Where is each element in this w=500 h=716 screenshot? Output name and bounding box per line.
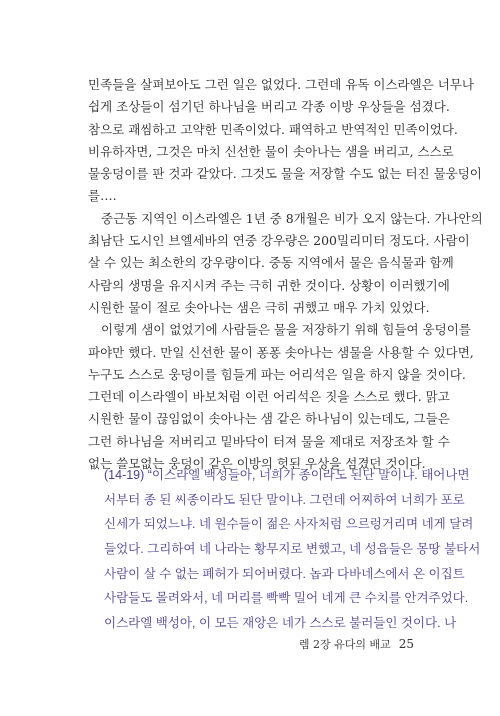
text-line: 사람의 생명을 유지시켜 주는 극히 귀한 것이다. 상황이 이러했기에	[88, 277, 450, 293]
text-line: 쉽게 조상들이 섬기던 하나님을 버리고 각종 이방 우상들을 섬겼다.	[88, 99, 450, 115]
text-line: 누구도 스스로 웅덩이를 힘들게 파는 어리석은 일을 하지 않을 것이다.	[88, 366, 466, 382]
running-header-chapter: 렘 2장 유다의 배교	[298, 638, 391, 651]
text-line: 그런데 이스라엘이 바보처럼 이런 어리석은 짓을 스스로 했다. 맑고	[88, 389, 450, 405]
quote-line: 서부터 종 된 씨종이라도 된단 말이냐. 그런데 어찌하여 너희가 포로	[104, 492, 465, 507]
text-line: 그런 하나님을 저버리고 밑바닥이 터져 물을 제대로 저장조차 할 수	[88, 433, 450, 449]
text-line: 중근동 지역인 이스라엘은 1년 중 8개월은 비가 오지 않는다. 가나안의	[101, 210, 483, 226]
text-line: 를….	[88, 188, 117, 204]
text-line: 시원한 물이 끊임없이 솟아나는 샘 같은 하나님이 있는데도, 그들은	[88, 411, 450, 427]
quote-line: 들었다. 그리하여 네 나라는 황무지로 변했고, 네 성읍들은 몽땅 불타서	[104, 542, 481, 557]
text-line: 시원한 물이 절로 솟아나는 샘은 극히 귀했고 매우 가치 있었다.	[88, 299, 430, 315]
text-line: 민족들을 살펴보아도 그런 일은 없었다. 그런데 유독 이스라엘은 너무나	[88, 77, 474, 92]
text-line: 참으로 괘씸하고 고약한 민족이었다. 패역하고 반역적인 민족이었다.	[88, 121, 458, 137]
scripture-quote-block	[104, 463, 481, 636]
page-number: 25	[398, 637, 414, 651]
text-line: 비유하자면, 그것은 마치 신선한 물이 솟아나는 샘을 버리고, 스스로	[88, 143, 454, 159]
quote-line: 사람들도 몰려와서, 네 머리를 빡빡 밀어 네게 큰 수치를 안겨주었다.	[104, 591, 469, 606]
quote-line: 사람이 살 수 없는 폐허가 되어버렸다. 놉과 다바네스에서 온 이집트	[104, 566, 465, 581]
quote-line: 이스라엘 백성아, 이 모든 재앙은 네가 스스로 불러들인 것이다. 나	[104, 616, 457, 631]
quote-line: 신세가 되었느냐. 네 원수들이 젊은 사자처럼 으르렁거리며 네게 달려	[104, 517, 474, 532]
page-footer	[299, 636, 414, 652]
text-line: 파야만 했다. 만일 신선한 물이 퐁퐁 솟아나는 샘물을 사용할 수 있다면,	[88, 344, 474, 360]
text-line: 최남단 도시인 브엘세바의 연중 강우량은 200밀리미터 정도다. 사람이	[88, 233, 470, 249]
text-line: 물웅덩이를 판 것과 같았다. 그것도 물을 저장할 수도 없는 터진 물웅덩이	[88, 166, 482, 182]
text-line: 이렇게 샘이 없었기에 사람들은 물을 저장하기 위해 힘들여 웅덩이를	[101, 322, 471, 338]
text-line: 살 수 있는 최소한의 강우량이다. 중동 지역에서 물은 음식물과 함께	[88, 255, 454, 271]
quote-line: (14-19) “이스라엘 백성들아, 너희가 종이라도 된단 말이냐. 태어나면	[104, 468, 470, 482]
text-line: 없는 쓸모없는 웅덩이 같은 이방의 헛된 우상을 섬겼던 것이다.	[88, 456, 426, 472]
